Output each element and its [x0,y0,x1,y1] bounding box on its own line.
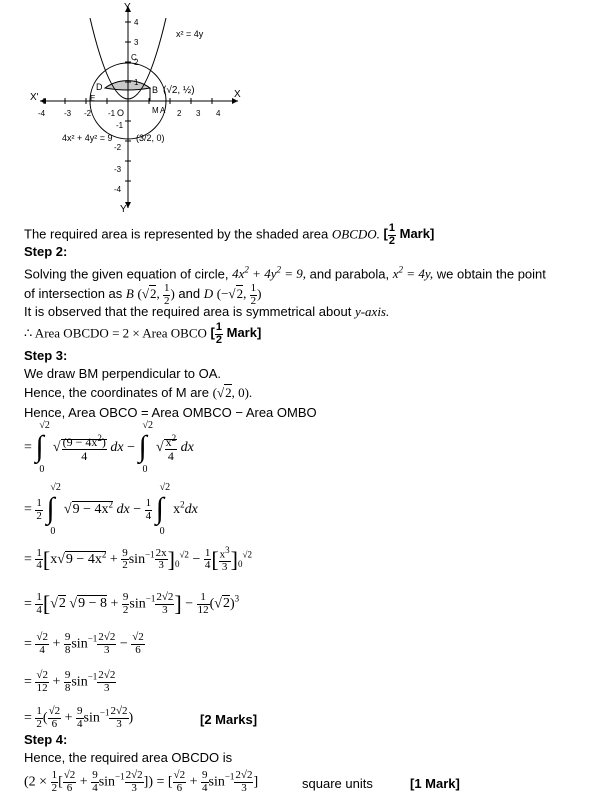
x-tick: 2 [177,109,182,118]
y-tick: 4 [134,18,139,27]
step2-line2: of intersection as B (√2, $\frac{1}{2}$ ) and D (−√2, $\frac{1}{2}$ ) [24,282,262,307]
step3-title: Step 3: [24,348,68,363]
shaded-area-line: The required area is represented by the shaded area OBCDO. [ $\frac{1}{2}$ Mark] [24,222,435,247]
point-d-label: D [96,82,103,92]
step2-title: Step 2: [24,244,68,259]
point-b-coords: (√2, ½) [163,85,195,96]
point-c-label: C [131,53,137,62]
y-tick: -1 [116,121,124,130]
point-m-label: M [152,106,159,115]
y-tick: 3 [134,38,139,47]
y-tick: -4 [114,185,122,194]
step4-line1: Hence, the required area OBCDO is [24,750,233,765]
step3-line3: Hence, Area OBCO = Area OMBCO − Area OMBO [24,405,317,420]
y-tick: 2 [134,58,139,67]
point-e-label: E [90,94,96,103]
x-tick: -2 [84,109,92,118]
point-b-label: B [152,85,159,95]
step4-title: Step 4: [24,732,68,747]
step2-line4: ∴ Area OBCDO = 2 × Area OBCO [ $\frac{1}{2}$ Mark] [24,321,262,346]
x-tick: 3 [196,109,201,118]
y-tick: -3 [114,165,122,174]
equation-row-6: = $\frac{√2}{12}$ + $\frac{9}{8}$ $\sin^{-1}$ $\frac{2√2}{3}$ [24,669,116,694]
x-axis-label: X [234,89,241,100]
two-marks: [2 Marks] [200,712,258,727]
parabola-label: x² = 4y [176,29,204,39]
equation-row-1: = √2 ∫ 0 √ $\frac{(9 - 4x^2)}{4}$ dx − √2 ∫ 0 √ $\frac{x^2}{4}$ dx [24,420,194,475]
final-units: square units [302,776,373,791]
step2-line3: It is observed that the required area is symmetrical about y-axis. [24,304,390,319]
x-tick: -3 [64,109,72,118]
equation-row-4: = $\frac{1}{4}$ [√2 √9 − 8 + $\frac{9}{2}$ $\sin^{-1}$ $\frac{2√2}{3}$ ] − $\frac{1}{12}$ $(√2)^3$ [24,591,240,617]
area-graph [0,0,603,215]
x-tick: -1 [108,109,116,118]
x-tick: -4 [38,109,46,118]
x-tick: 4 [216,109,221,118]
step3-line2: Hence, the coordinates of M are (√2, 0). [24,385,253,400]
step2-line1: Solving the given equation of circle, $4x^2 + 4y^2 = 9$, and parabola, $x^2 = 4y$, we obtain the point [24,265,546,282]
final-answer: (2 × $\frac{1}{2}$ [ $\frac{√2}{6}$ + $\frac{9}{4}$ $\sin^{-1}$ $\frac{2√2}{3}$ ]) = [ $\frac{√2}{6}$ + $\frac{9}{4}$ $\sin^{-1}$ $\frac{2√2}{3}$ ] [24,769,259,794]
y-neg-axis-label: Y' [120,204,129,215]
x-axis-neg-arrow [40,98,46,104]
point-a-coords: (3/2, 0) [136,133,165,143]
equation-row-2: = $\frac{1}{2}$ √2 ∫ 0 $√9 - 4x^2$ dx − $\frac{1}{4}$ √2 ∫ 0 $x^2dx$ [24,482,198,537]
one-mark: [1 Mark] [410,776,460,791]
x-neg-axis-label: X' [30,92,39,103]
y-tick: -2 [114,143,122,152]
circle-label: 4x² + 4y² = 9 [62,133,113,143]
y-tick: 1 [134,78,139,87]
equation-row-5: = $\frac{√2}{4}$ + $\frac{9}{8}$ $\sin^{-1}$ $\frac{2√2}{3}$ − $\frac{√2}{6}$ [24,631,144,656]
origin-label: O [117,108,125,118]
point-a-label: A [160,106,166,115]
equation-row-7: = $\frac{1}{2}$ ( $\frac{√2}{6}$ + $\frac{9}{4}$ $\sin^{-1}$ $\frac{2√2}{3}$ ) [24,705,134,730]
step3-line1: We draw BM perpendicular to OA. [24,366,222,381]
y-axis-label: Y [124,2,131,13]
equation-row-3: = $\frac{1}{4}$ [$x√9 - 4x^2$ + $\frac{9}{2}$ $\sin^{-1}$ $\frac{2x}{3}$ ]$_0^{√2}$ − $\frac{1}{4}$ [ $\frac{x^3}{3}$ ]$_0^{√2}$ [24,545,252,574]
